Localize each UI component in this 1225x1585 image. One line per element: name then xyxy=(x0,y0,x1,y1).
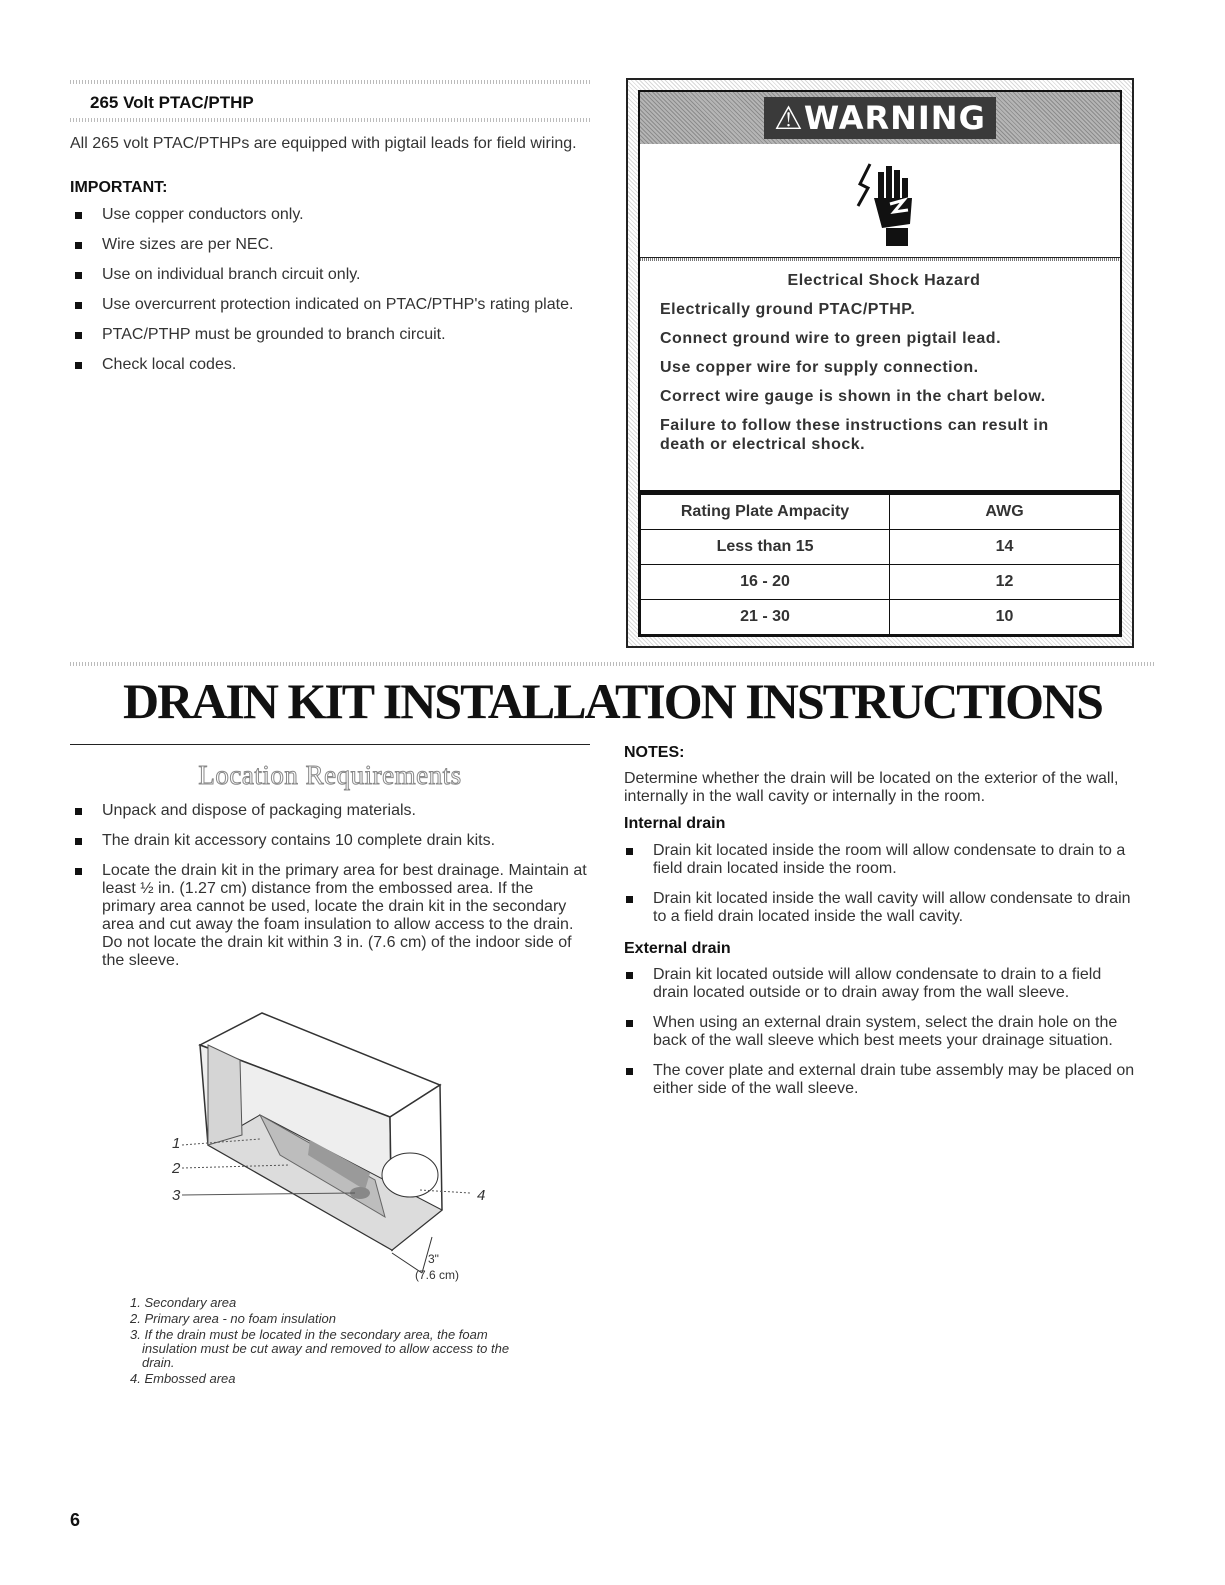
table-cell: 14 xyxy=(890,530,1120,565)
warning-line: Connect ground wire to green pigtail lead. xyxy=(660,330,1002,347)
internal-drain-heading: Internal drain xyxy=(624,815,726,832)
column-header: Rating Plate Ampacity xyxy=(641,495,890,530)
table-header-row xyxy=(641,495,1120,530)
list-item: PTAC/PTHP must be grounded to branch circuit. xyxy=(75,326,590,344)
caption: 2. Primary area - no foam insulation xyxy=(130,1311,336,1326)
warning-title: ⚠WARNING xyxy=(764,97,996,139)
warning-line: Use copper wire for supply connection. xyxy=(660,359,979,376)
page-number: 6 xyxy=(70,1510,81,1530)
notes-intro: Determine whether the drain will be located on the exterior of the wall, internally in the wall cavity or internally in the room. xyxy=(624,770,1119,805)
list-item: Wire sizes are per NEC. xyxy=(75,236,590,254)
location-rule xyxy=(70,744,590,745)
warning-panel xyxy=(638,90,1122,492)
voltage-intro: All 265 volt PTAC/PTHPs are equipped with pigtail leads for field wiring. xyxy=(70,135,577,152)
list-item: Drain kit located inside the wall cavity will allow condensate to drain to a field drain located inside the wall cavity. xyxy=(626,890,1141,926)
caption: 1. Secondary area xyxy=(130,1295,237,1310)
warning-box xyxy=(626,78,1134,648)
list-item: Drain kit located inside the room will allow condensate to drain to a field drain located inside the room. xyxy=(626,842,1141,878)
title-rule xyxy=(70,662,1155,666)
electrical-shock-hand-icon xyxy=(852,154,922,249)
voltage-heading: 265 Volt PTAC/PTHP xyxy=(90,93,254,112)
list-item: When using an external drain system, select the drain hole on the back of the wall sleeve which best meets your drainage situation. xyxy=(626,1014,1141,1050)
caption: 4. Embossed area xyxy=(130,1371,236,1386)
ampacity-table-wrap xyxy=(638,492,1122,637)
dimension-label: 3" xyxy=(428,1252,439,1266)
list-item: Use on individual branch circuit only. xyxy=(75,266,590,284)
list-item: The drain kit accessory contains 10 complete drain kits. xyxy=(75,832,590,850)
page-title: DRAIN KIT INSTALLATION INSTRUCTIONS xyxy=(123,673,1102,729)
table-cell: Less than 15 xyxy=(641,530,890,565)
column-header: AWG xyxy=(890,495,1120,530)
internal-drain-bullets xyxy=(626,842,1141,938)
list-item: Unpack and dispose of packaging materials. xyxy=(75,802,590,820)
list-item: Use copper conductors only. xyxy=(75,206,590,224)
warning-text xyxy=(660,272,1108,464)
callout-2: 2 xyxy=(172,1160,181,1177)
notes-label: NOTES: xyxy=(624,744,685,761)
warning-line: Electrically ground PTAC/PTHP. xyxy=(660,301,916,318)
location-title: Location Requirements xyxy=(198,760,462,790)
hazard-title: Electrical Shock Hazard xyxy=(787,272,981,289)
callout-3: 3 xyxy=(172,1187,181,1204)
table-cell: 10 xyxy=(890,600,1120,635)
table-cell: 16 - 20 xyxy=(641,565,890,600)
list-item: Check local codes. xyxy=(75,356,590,374)
warning-banner xyxy=(640,92,1120,144)
list-item: Drain kit located outside will allow condensate to drain to a field drain located outside or to drain away from the wall sleeve. xyxy=(626,966,1141,1002)
warning-line: Failure to follow these instructions can result in death or electrical shock. xyxy=(660,417,1049,453)
ampacity-table xyxy=(640,494,1120,635)
list-item: Locate the drain kit in the primary area for best drainage. Maintain at least ½ in. (1.27 cm) distance from the embossed area. If the primary area cannot be used, locate the drain kit in the secondary area and cut away the foam insulation to allow access to the drain. Do not locate the drain kit within 3 in. (7.6 cm) of the indoor side of the sleeve. xyxy=(75,862,590,970)
table-cell: 12 xyxy=(890,565,1120,600)
external-drain-heading: External drain xyxy=(624,940,731,957)
sleeve-diagram xyxy=(160,1005,500,1295)
warning-divider xyxy=(640,257,1120,261)
dimension-metric-label: (7.6 cm) xyxy=(415,1268,460,1282)
warning-triangle-icon: ⚠ xyxy=(774,99,804,137)
table-row xyxy=(641,530,1120,565)
location-bullets xyxy=(75,802,590,982)
external-drain-bullets xyxy=(626,966,1141,1110)
table-cell: 21 - 30 xyxy=(641,600,890,635)
callout-1: 1 xyxy=(172,1135,181,1152)
callout-4: 4 xyxy=(477,1187,486,1204)
warning-line: Correct wire gauge is shown in the chart below. xyxy=(660,388,1046,405)
diagram-captions xyxy=(130,1296,520,1386)
table-row xyxy=(641,565,1120,600)
caption: 3. If the drain must be located in the secondary area, the foam insulation must be cut away and removed to allow access to the drain. xyxy=(130,1327,510,1370)
list-item: Use overcurrent protection indicated on PTAC/PTHP's rating plate. xyxy=(75,296,590,314)
important-label: IMPORTANT: xyxy=(70,179,168,196)
voltage-bullets xyxy=(75,206,590,386)
table-row xyxy=(641,600,1120,635)
heading-rule xyxy=(70,118,590,122)
list-item: The cover plate and external drain tube assembly may be placed on either side of the wall sleeve. xyxy=(626,1062,1141,1098)
top-rule xyxy=(70,80,590,84)
